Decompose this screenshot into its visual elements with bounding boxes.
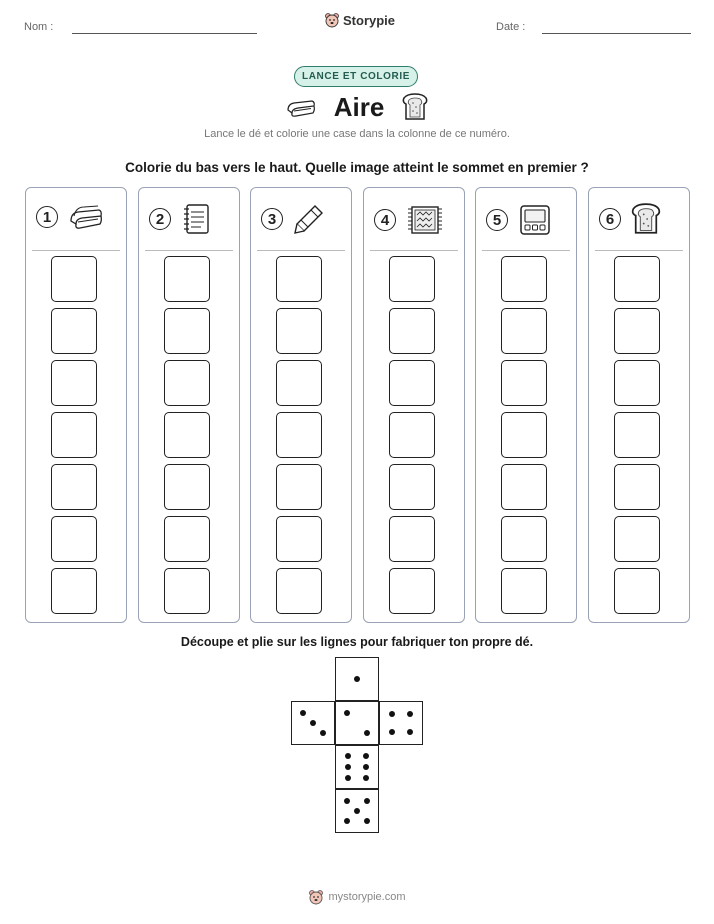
color-box[interactable] [51, 516, 97, 562]
crayon-icon [293, 203, 325, 235]
color-box[interactable] [389, 256, 435, 302]
color-box[interactable] [614, 308, 660, 354]
color-box[interactable] [501, 568, 547, 614]
color-box[interactable] [51, 412, 97, 458]
brand-name: Storypie [343, 12, 396, 28]
color-box[interactable] [614, 464, 660, 510]
color-box[interactable] [501, 516, 547, 562]
bear-icon [324, 12, 340, 28]
color-box[interactable] [614, 360, 660, 406]
color-box[interactable] [51, 360, 97, 406]
notebook-icon [181, 203, 211, 235]
color-box[interactable] [389, 464, 435, 510]
date-label: Date : [496, 21, 526, 33]
color-box[interactable] [51, 256, 97, 302]
column-number: 1 [36, 206, 58, 228]
color-box[interactable] [614, 516, 660, 562]
title-row [286, 92, 428, 122]
color-box[interactable] [614, 568, 660, 614]
date-line[interactable] [542, 33, 691, 34]
instruction: Colorie du bas vers le haut. Quelle image atteint le sommet en premier ? [125, 160, 589, 175]
footer-url[interactable]: mystorypie.com [328, 891, 406, 903]
column-2 [138, 187, 240, 623]
color-box[interactable] [389, 516, 435, 562]
color-box[interactable] [164, 516, 210, 562]
dice-face-3 [291, 701, 335, 745]
color-box[interactable] [276, 412, 322, 458]
color-box[interactable] [276, 516, 322, 562]
color-box[interactable] [51, 464, 97, 510]
color-box[interactable] [501, 360, 547, 406]
color-box[interactable] [164, 360, 210, 406]
color-box[interactable] [276, 360, 322, 406]
rug-icon [406, 203, 444, 237]
dice-instruction: Découpe et plie sur les lignes pour fabriquer ton propre dé. [180, 635, 534, 649]
bear-icon [308, 889, 324, 905]
activity-tag: LANCE ET COLORIE [294, 66, 418, 87]
color-box[interactable] [501, 256, 547, 302]
column-number: 6 [599, 208, 621, 230]
color-box[interactable] [614, 256, 660, 302]
color-box[interactable] [276, 308, 322, 354]
dice-face-2 [335, 701, 379, 745]
name-label: Nom : [24, 21, 54, 33]
column-3 [250, 187, 352, 623]
color-box[interactable] [389, 308, 435, 354]
column-6 [588, 187, 690, 623]
color-box[interactable] [614, 412, 660, 458]
towel-icon [68, 203, 104, 231]
color-box[interactable] [389, 412, 435, 458]
color-box[interactable] [51, 568, 97, 614]
dice-face-6 [335, 745, 379, 789]
column-number: 4 [374, 209, 396, 231]
column-4 [363, 187, 465, 623]
dice-face-5 [335, 789, 379, 833]
towel-icon [286, 96, 316, 118]
color-box[interactable] [164, 464, 210, 510]
color-box[interactable] [501, 412, 547, 458]
color-box[interactable] [389, 360, 435, 406]
dice-face-1 [335, 657, 379, 701]
name-line[interactable] [72, 33, 257, 34]
color-box[interactable] [501, 308, 547, 354]
color-box[interactable] [276, 256, 322, 302]
color-box[interactable] [164, 308, 210, 354]
column-number: 5 [486, 209, 508, 231]
toast-icon [631, 203, 661, 235]
column-1 [25, 187, 127, 623]
color-box[interactable] [51, 308, 97, 354]
color-box[interactable] [164, 256, 210, 302]
toast-icon [402, 93, 428, 121]
column-5 [475, 187, 577, 623]
color-box[interactable] [389, 568, 435, 614]
color-box[interactable] [276, 464, 322, 510]
footer [0, 889, 714, 905]
dice-face-4 [379, 701, 423, 745]
subtitle: Lance le dé et colorie une case dans la colonne de ce numéro. [204, 128, 510, 140]
page-title: Aire [333, 91, 385, 122]
column-number: 3 [261, 208, 283, 230]
color-box[interactable] [164, 412, 210, 458]
color-box[interactable] [276, 568, 322, 614]
color-box[interactable] [501, 464, 547, 510]
color-box[interactable] [164, 568, 210, 614]
column-number: 2 [149, 208, 171, 230]
brand-logo [324, 12, 395, 28]
microwave-icon [518, 203, 552, 237]
